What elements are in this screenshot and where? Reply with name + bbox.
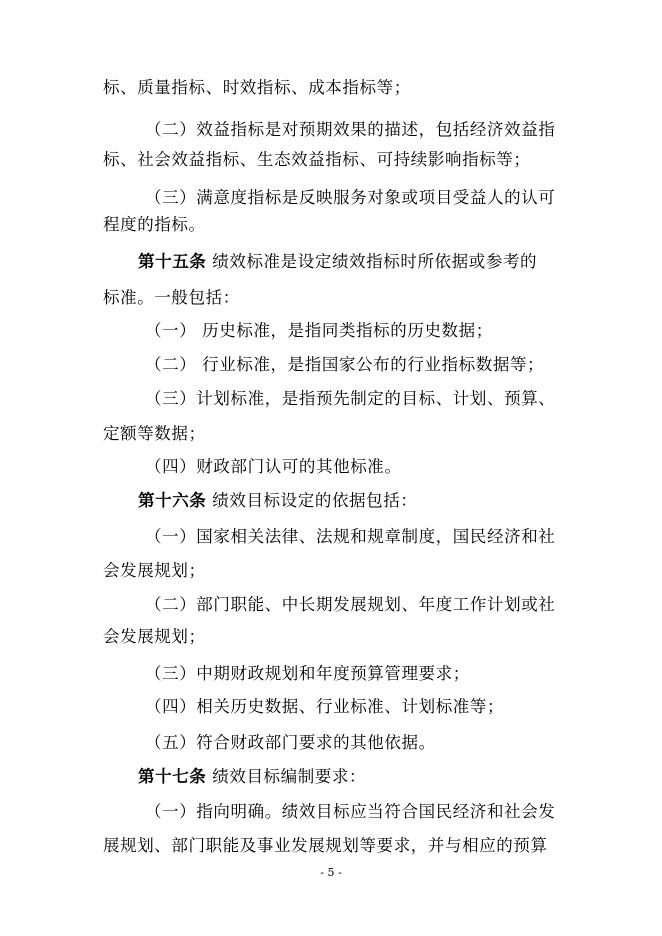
list-item: （四）相关历史数据、行业标准、计划标准等； (145, 697, 505, 716)
list-item: （一） 历史标准，是指同类指标的历史数据； (145, 321, 493, 340)
list-item: （三）计划标准，是指预先制定的目标、计划、预算、 (145, 389, 556, 408)
body-line: 程度的指标。 (103, 215, 206, 234)
body-line: （三）满意度指标是反映服务对象或项目受益人的认可 (145, 188, 556, 207)
body-line: 会发展规划； (103, 561, 206, 580)
list-item: （一）国家相关法律、法规和规章制度，国民经济和社 (145, 527, 556, 546)
list-item: （一）指向明确。绩效目标应当符合国民经济和社会发 (145, 802, 556, 821)
article-heading: 第十五条 (138, 252, 207, 271)
article-17-line: 第十七条 绩效目标编制要求： (138, 767, 367, 786)
body-line: 标准。一般包括： (103, 288, 240, 307)
body-line: 会发展规划； (103, 627, 206, 646)
article-heading: 第十六条 (138, 491, 207, 510)
body-line: 定额等数据； (103, 424, 206, 443)
list-item: （二） 行业标准，是指国家公布的行业指标数据等； (145, 355, 545, 374)
body-line: 标、社会效益指标、生态效益指标、可持续影响指标等； (103, 150, 531, 169)
list-item: （四）财政部门认可的其他标准。 (145, 457, 402, 476)
article-16-line: 第十六条 绩效目标设定的依据包括： (138, 491, 418, 510)
article-heading: 第十七条 (138, 767, 207, 786)
article-15-line: 第十五条 绩效标准是设定绩效指标时所依据或参考的 (138, 252, 538, 271)
body-line: （二）效益指标是对预期效果的描述，包括经济效益指 (145, 120, 556, 139)
body-line: 标、质量指标、时效指标、成本指标等； (103, 78, 411, 97)
list-item: （五）符合财政部门要求的其他依据。 (145, 733, 436, 752)
list-item: （二）部门职能、中长期发展规划、年度工作计划或社 (145, 595, 556, 614)
list-item: （三）中期财政规划和年度预算管理要求； (145, 664, 470, 683)
body-line: 展规划、部门职能及事业发展规划等要求，并与相应的预算 (103, 836, 548, 855)
page-number: - 5 - (320, 866, 342, 879)
